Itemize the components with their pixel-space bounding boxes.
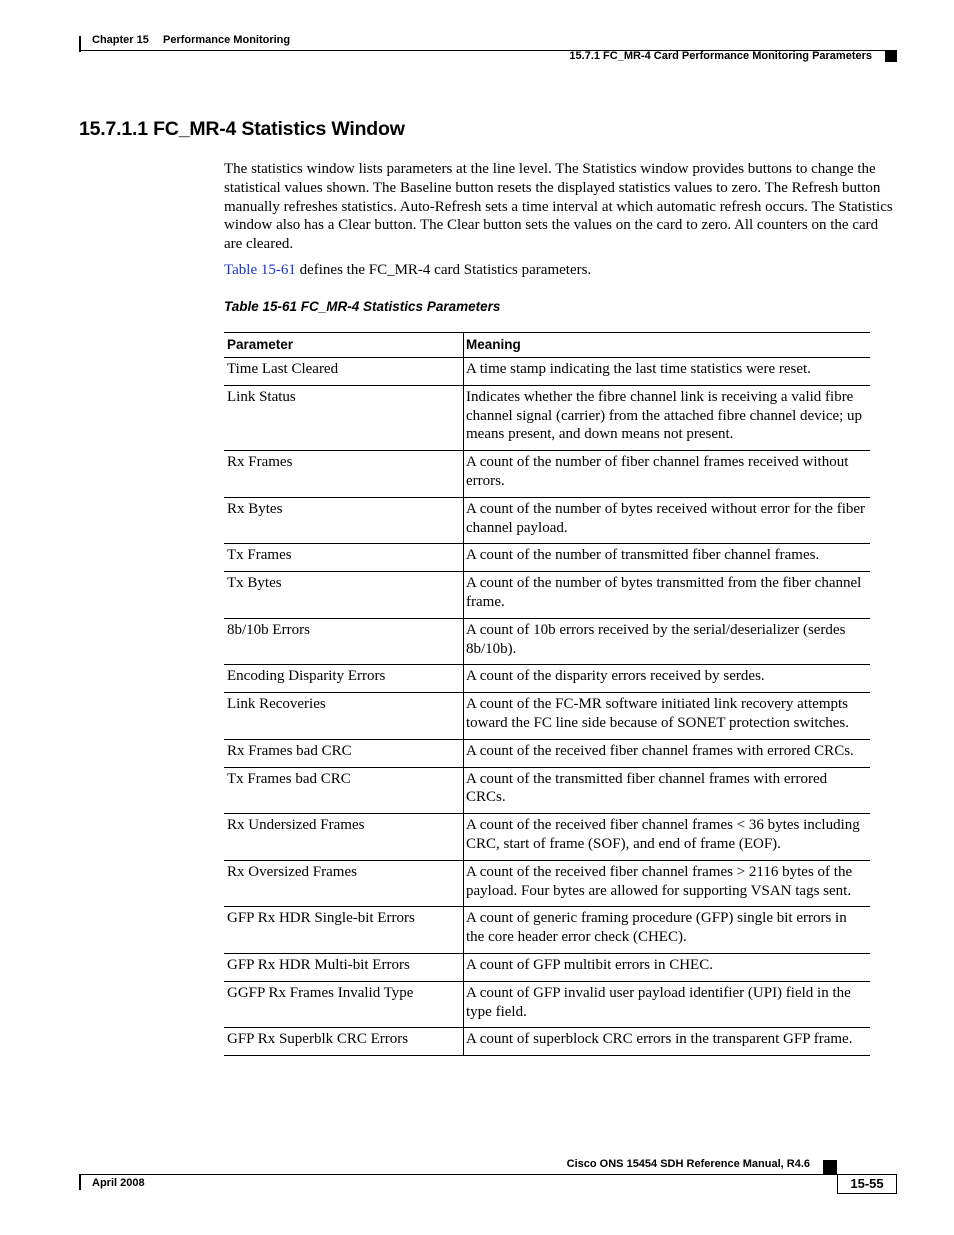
column-header-parameter: Parameter: [224, 333, 464, 358]
parameter-cell: Link Recoveries: [224, 693, 464, 740]
meaning-cell: A count of GFP invalid user payload identifier (UPI) field in the type field.: [464, 981, 871, 1028]
table-row: [224, 814, 870, 861]
parameter-cell: GFP Rx HDR Single-bit Errors: [224, 907, 464, 954]
table-caption: Table 15-61 FC_MR-4 Statistics Parameters: [224, 299, 501, 314]
meaning-cell: A count of the transmitted fiber channel frames with errored CRCs.: [464, 767, 871, 814]
page-number: 15-55: [837, 1174, 897, 1194]
meaning-cell: Indicates whether the fibre channel link is receiving a valid fibre channel signal (carrier) from the attached fibre channel device; up means present, and down means not present.: [464, 385, 871, 450]
table-row: [224, 953, 870, 981]
table-row: [224, 544, 870, 572]
table-row: [224, 739, 870, 767]
parameter-cell: GGFP Rx Frames Invalid Type: [224, 981, 464, 1028]
meaning-cell: A count of generic framing procedure (GFP) single bit errors in the core header error check (CHEC).: [464, 907, 871, 954]
meaning-cell: A count of the number of fiber channel frames received without errors.: [464, 451, 871, 498]
table-row: [224, 358, 870, 386]
meaning-cell: A time stamp indicating the last time statistics were reset.: [464, 358, 871, 386]
meaning-cell: A count of the received fiber channel frames > 2116 bytes of the payload. Four bytes are allowed for supporting VSAN tags sent.: [464, 860, 871, 907]
parameter-cell: Rx Undersized Frames: [224, 814, 464, 861]
publication-date: April 2008: [92, 1177, 145, 1189]
parameter-cell: Tx Frames bad CRC: [224, 767, 464, 814]
chapter-label: Chapter 15: [92, 34, 149, 46]
meaning-cell: A count of the number of transmitted fiber channel frames.: [464, 544, 871, 572]
parameter-cell: Rx Oversized Frames: [224, 860, 464, 907]
section-heading: 15.7.1.1 FC_MR-4 Statistics Window: [79, 118, 405, 140]
meaning-cell: A count of the number of bytes received without error for the fiber channel payload.: [464, 497, 871, 544]
table-row: [224, 665, 870, 693]
table-reference-text: defines the FC_MR-4 card Statistics parameters.: [295, 262, 592, 278]
footer-rule: [79, 1174, 897, 1175]
parameter-cell: Time Last Cleared: [224, 358, 464, 386]
table-reference-link[interactable]: Table 15-61: [224, 262, 296, 278]
meaning-cell: A count of the disparity errors received by serdes.: [464, 665, 871, 693]
parameter-cell: Rx Frames: [224, 451, 464, 498]
footer-left-rule: [79, 1174, 81, 1190]
parameter-cell: Tx Frames: [224, 544, 464, 572]
table-row: [224, 497, 870, 544]
parameter-cell: Tx Bytes: [224, 572, 464, 619]
header-marker: [885, 50, 897, 62]
footer-marker: [823, 1160, 837, 1174]
meaning-cell: A count of 10b errors received by the serial/deserializer (serdes 8b/10b).: [464, 618, 871, 665]
table-row: [224, 907, 870, 954]
parameter-cell: Rx Bytes: [224, 497, 464, 544]
table-reference-paragraph: [224, 261, 900, 280]
intro-paragraph: The statistics window lists parameters at the line level. The Statistics window provides buttons to change the statistical values shown. The Baseline button resets the displayed statistics values to zero. The Refresh button manually refreshes statistics. Auto-Refresh sets a time interval at which automatic refresh occurs. The Statistics window also has a Clear button. The Clear button sets the values on the card to zero. All counters on the card are cleared.: [224, 161, 893, 253]
table-row: [224, 618, 870, 665]
table-row: [224, 767, 870, 814]
parameter-cell: Link Status: [224, 385, 464, 450]
table-row: [224, 860, 870, 907]
table-row: [224, 693, 870, 740]
meaning-cell: A count of the FC-MR software initiated link recovery attempts toward the FC line side because of SONET protection switches.: [464, 693, 871, 740]
table-row: [224, 981, 870, 1028]
meaning-cell: A count of superblock CRC errors in the transparent GFP frame.: [464, 1028, 871, 1056]
running-section-title: 15.7.1 FC_MR-4 Card Performance Monitoring Parameters: [569, 50, 872, 62]
table-row: [224, 1028, 870, 1056]
table-row: [224, 385, 870, 450]
parameter-cell: Rx Frames bad CRC: [224, 739, 464, 767]
table-row: [224, 572, 870, 619]
parameter-cell: GFP Rx HDR Multi-bit Errors: [224, 953, 464, 981]
column-header-meaning: Meaning: [464, 333, 871, 358]
parameter-cell: GFP Rx Superblk CRC Errors: [224, 1028, 464, 1056]
meaning-cell: A count of the received fiber channel frames with errored CRCs.: [464, 739, 871, 767]
chapter-title: Performance Monitoring: [163, 34, 291, 46]
parameter-cell: Encoding Disparity Errors: [224, 665, 464, 693]
meaning-cell: A count of the received fiber channel frames < 36 bytes including CRC, start of frame (SOF), and end of frame (EOF).: [464, 814, 871, 861]
meaning-cell: A count of the number of bytes transmitted from the fiber channel frame.: [464, 572, 871, 619]
manual-title: Cisco ONS 15454 SDH Reference Manual, R4.6: [566, 1158, 810, 1170]
statistics-parameters-table: [224, 332, 870, 1056]
parameter-cell: 8b/10b Errors: [224, 618, 464, 665]
table-row: [224, 451, 870, 498]
meaning-cell: A count of GFP multibit errors in CHEC.: [464, 953, 871, 981]
table-header-row: [224, 333, 870, 358]
